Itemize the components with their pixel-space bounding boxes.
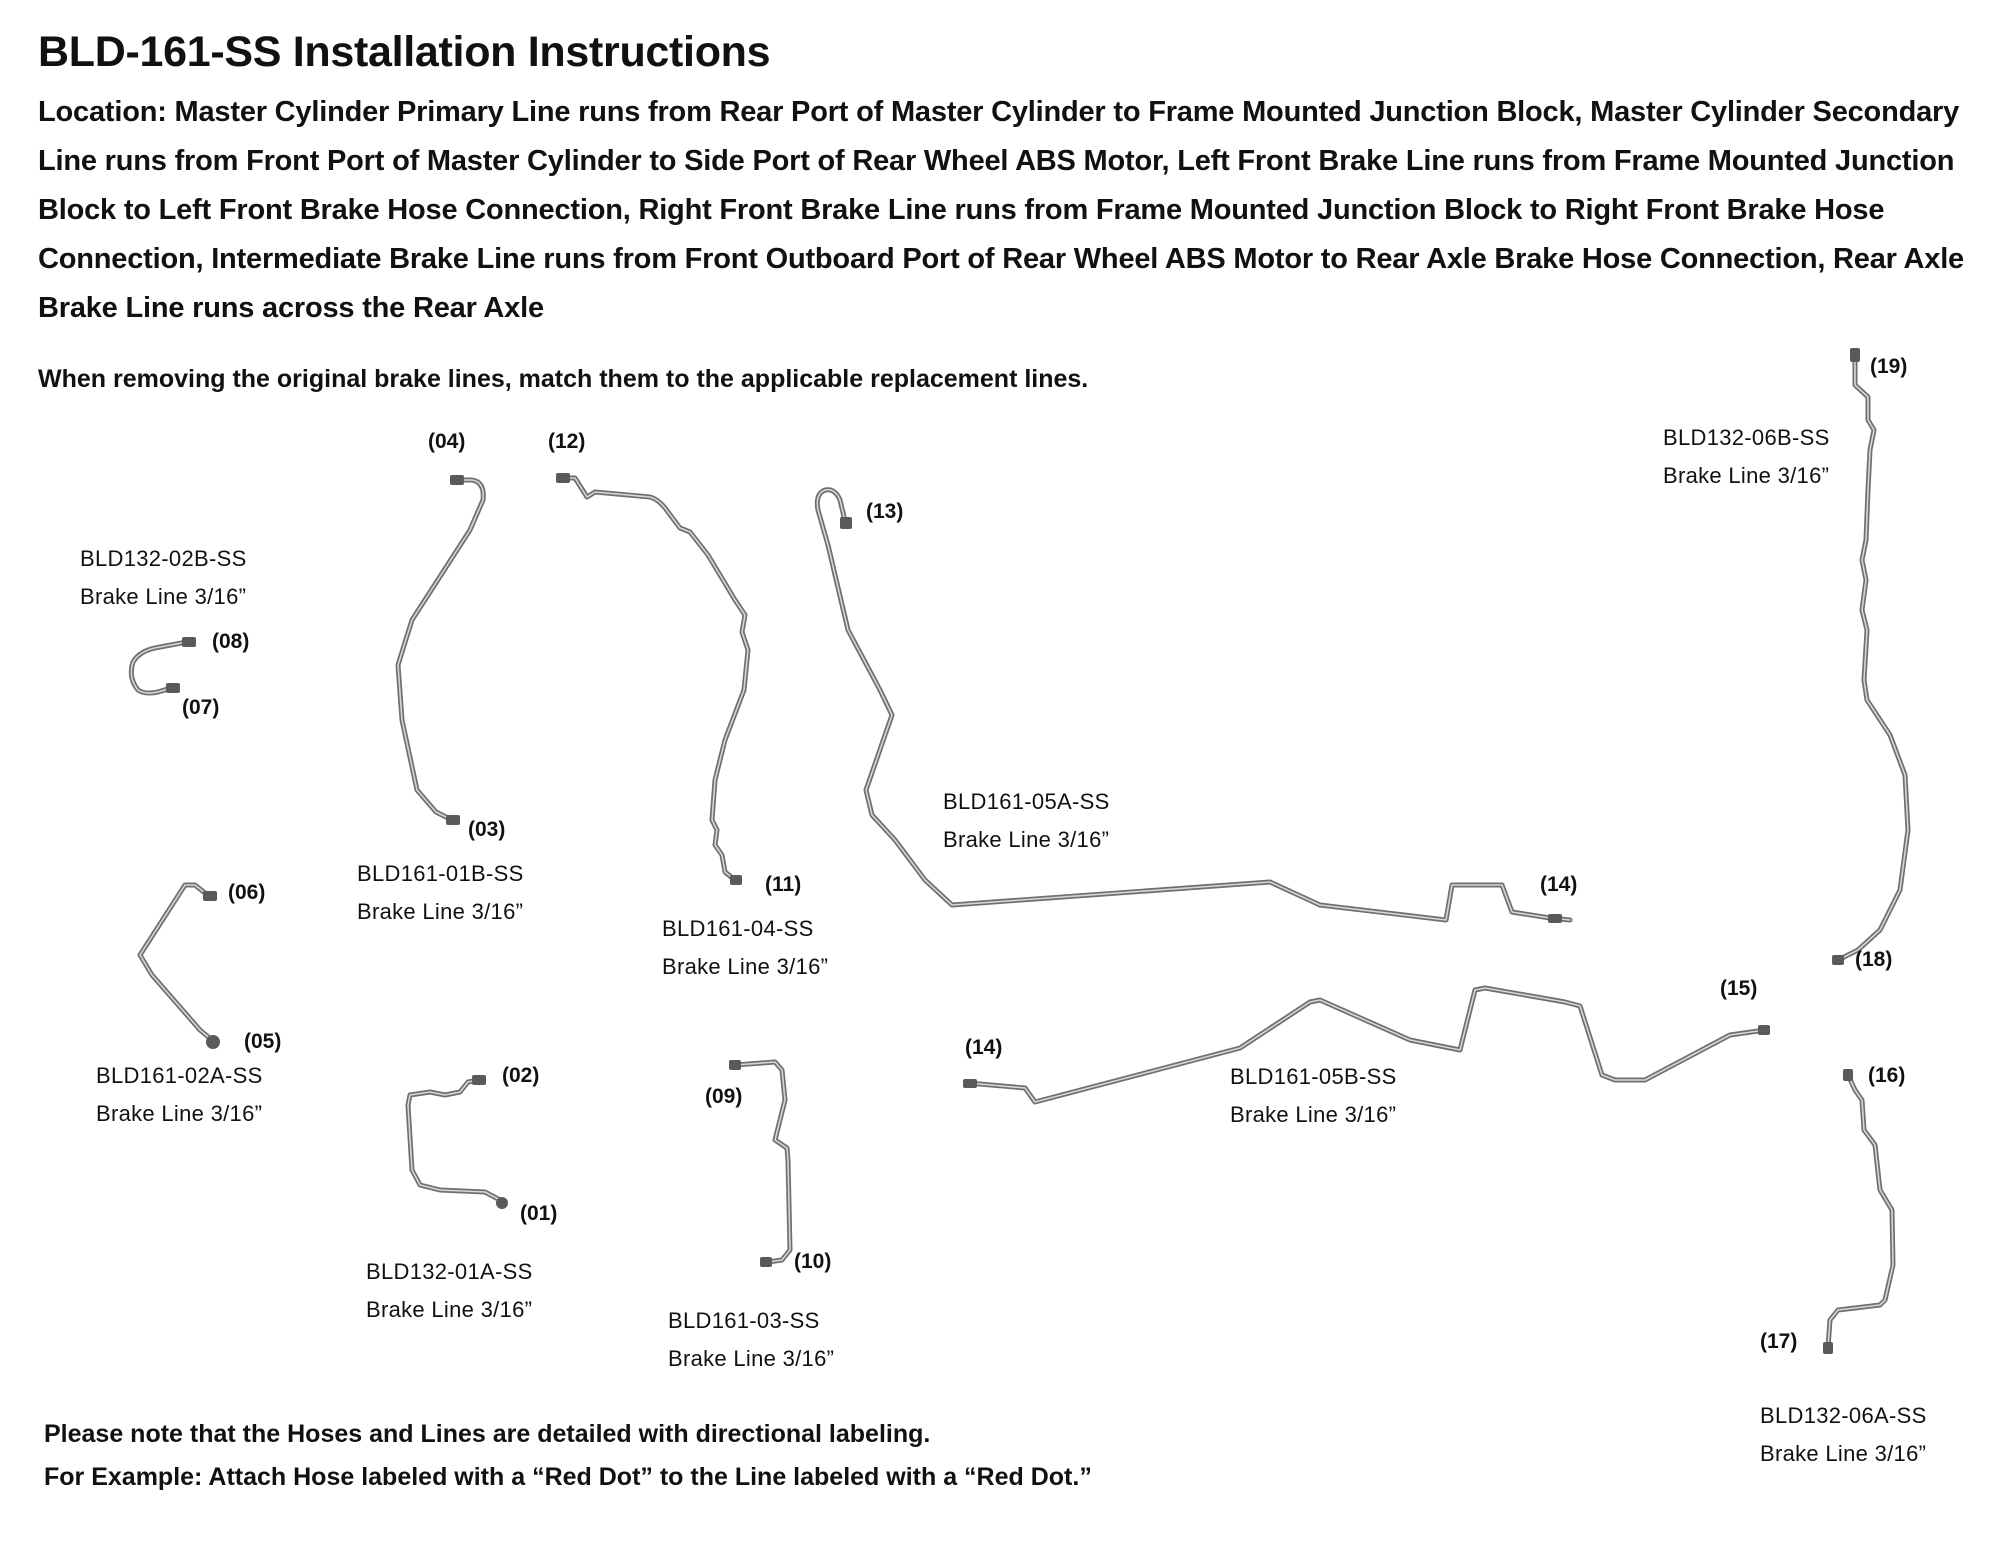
brake-line-bld132-02b-ss	[131, 637, 196, 693]
connection-label-19: (19)	[1870, 355, 1908, 378]
part-spec: Brake Line 3/16”	[668, 1346, 835, 1371]
connection-label-05: (05)	[244, 1030, 282, 1053]
connection-label-15: (15)	[1720, 977, 1758, 1000]
part-spec: Brake Line 3/16”	[1663, 463, 1830, 488]
connection-label-04: (04)	[428, 430, 466, 453]
footer-note-line1: Please note that the Hoses and Lines are detailed with directional labeling.	[44, 1420, 931, 1448]
brake-line-bld161-05a-ss	[817, 490, 1570, 923]
connection-label-17: (17)	[1760, 1330, 1798, 1353]
connection-label-06: (06)	[228, 881, 266, 904]
connection-label-14-upper: (14)	[1540, 873, 1578, 896]
connection-label-12: (12)	[548, 430, 586, 453]
connection-label-18: (18)	[1855, 948, 1893, 971]
part-label-bld132-06b-ss	[1663, 419, 1830, 495]
connection-label-07: (07)	[182, 696, 220, 719]
part-spec: Brake Line 3/16”	[1760, 1441, 1927, 1466]
part-spec: Brake Line 3/16”	[96, 1101, 263, 1126]
connection-label-02: (02)	[502, 1064, 540, 1087]
part-number: BLD161-05A-SS	[943, 789, 1110, 814]
page-title: BLD-161-SS Installation Instructions	[38, 28, 771, 76]
brake-line-bld132-01a-ss	[408, 1075, 508, 1209]
connection-label-09: (09)	[705, 1085, 743, 1108]
part-spec: Brake Line 3/16”	[943, 827, 1110, 852]
connection-label-10: (10)	[794, 1250, 832, 1273]
connection-label-16: (16)	[1868, 1064, 1906, 1087]
part-label-bld161-02a-ss	[96, 1057, 263, 1133]
part-number: BLD161-03-SS	[668, 1308, 820, 1333]
part-number: BLD132-02B-SS	[80, 546, 247, 571]
part-spec: Brake Line 3/16”	[1230, 1102, 1397, 1127]
connection-label-13: (13)	[866, 500, 904, 523]
part-label-bld161-04-ss	[662, 910, 828, 986]
connection-label-08: (08)	[212, 630, 250, 653]
part-spec: Brake Line 3/16”	[366, 1297, 533, 1322]
part-label-bld161-03-ss	[668, 1302, 834, 1378]
part-number: BLD161-02A-SS	[96, 1063, 263, 1088]
part-number: BLD132-06B-SS	[1663, 425, 1830, 450]
part-label-bld132-06a-ss	[1760, 1397, 1927, 1473]
part-number: BLD161-05B-SS	[1230, 1064, 1397, 1089]
part-number: BLD161-01B-SS	[357, 861, 524, 886]
connection-label-03: (03)	[468, 818, 506, 841]
connection-label-14-lower: (14)	[965, 1036, 1003, 1059]
part-label-bld161-05a-ss	[943, 783, 1110, 859]
part-number: BLD132-01A-SS	[366, 1259, 533, 1284]
part-number: BLD161-04-SS	[662, 916, 814, 941]
part-label-bld161-05b-ss	[1230, 1058, 1397, 1134]
part-spec: Brake Line 3/16”	[80, 584, 247, 609]
part-spec: Brake Line 3/16”	[357, 899, 524, 924]
part-label-bld132-01a-ss	[366, 1253, 533, 1329]
brake-line-bld161-04-ss	[556, 473, 748, 885]
brake-line-bld161-02a-ss	[140, 885, 220, 1049]
location-description: Location: Master Cylinder Primary Line runs from Rear Port of Master Cylinder to Frame Mounted Junction Block, Master Cylinder Secondary Line runs from Front Port of Master Cylinder to Side Port of Rear Wheel ABS Motor, Left Front Brake Line runs from Frame Mounted Junction Block to Left Front Brake Hose Connection, Right Front Brake Line runs from Frame Mounted Junction Block to Right Front Brake Hose Connection, Intermediate Brake Line runs from Front Outboard Port of Rear Wheel ABS Motor to Rear Axle Brake Hose Connection, Rear Axle Brake Line runs across the Rear Axle	[38, 96, 1964, 324]
part-spec: Brake Line 3/16”	[662, 954, 829, 979]
part-label-bld132-02b-ss	[80, 540, 247, 616]
footer-note-line2: For Example: Attach Hose labeled with a “Red Dot” to the Line labeled with a “Red Dot.”	[44, 1463, 1092, 1491]
brake-line-bld132-06a-ss	[1823, 1069, 1893, 1354]
connection-label-01: (01)	[520, 1202, 558, 1225]
brake-line-bld161-01b-ss	[398, 475, 483, 825]
brake-line-bld132-06b-ss	[1832, 348, 1908, 965]
part-number: BLD132-06A-SS	[1760, 1403, 1927, 1428]
part-label-bld161-01b-ss	[357, 855, 524, 931]
removal-instruction: When removing the original brake lines, match them to the applicable replacement lines.	[38, 365, 1089, 393]
connection-label-11: (11)	[765, 873, 802, 896]
